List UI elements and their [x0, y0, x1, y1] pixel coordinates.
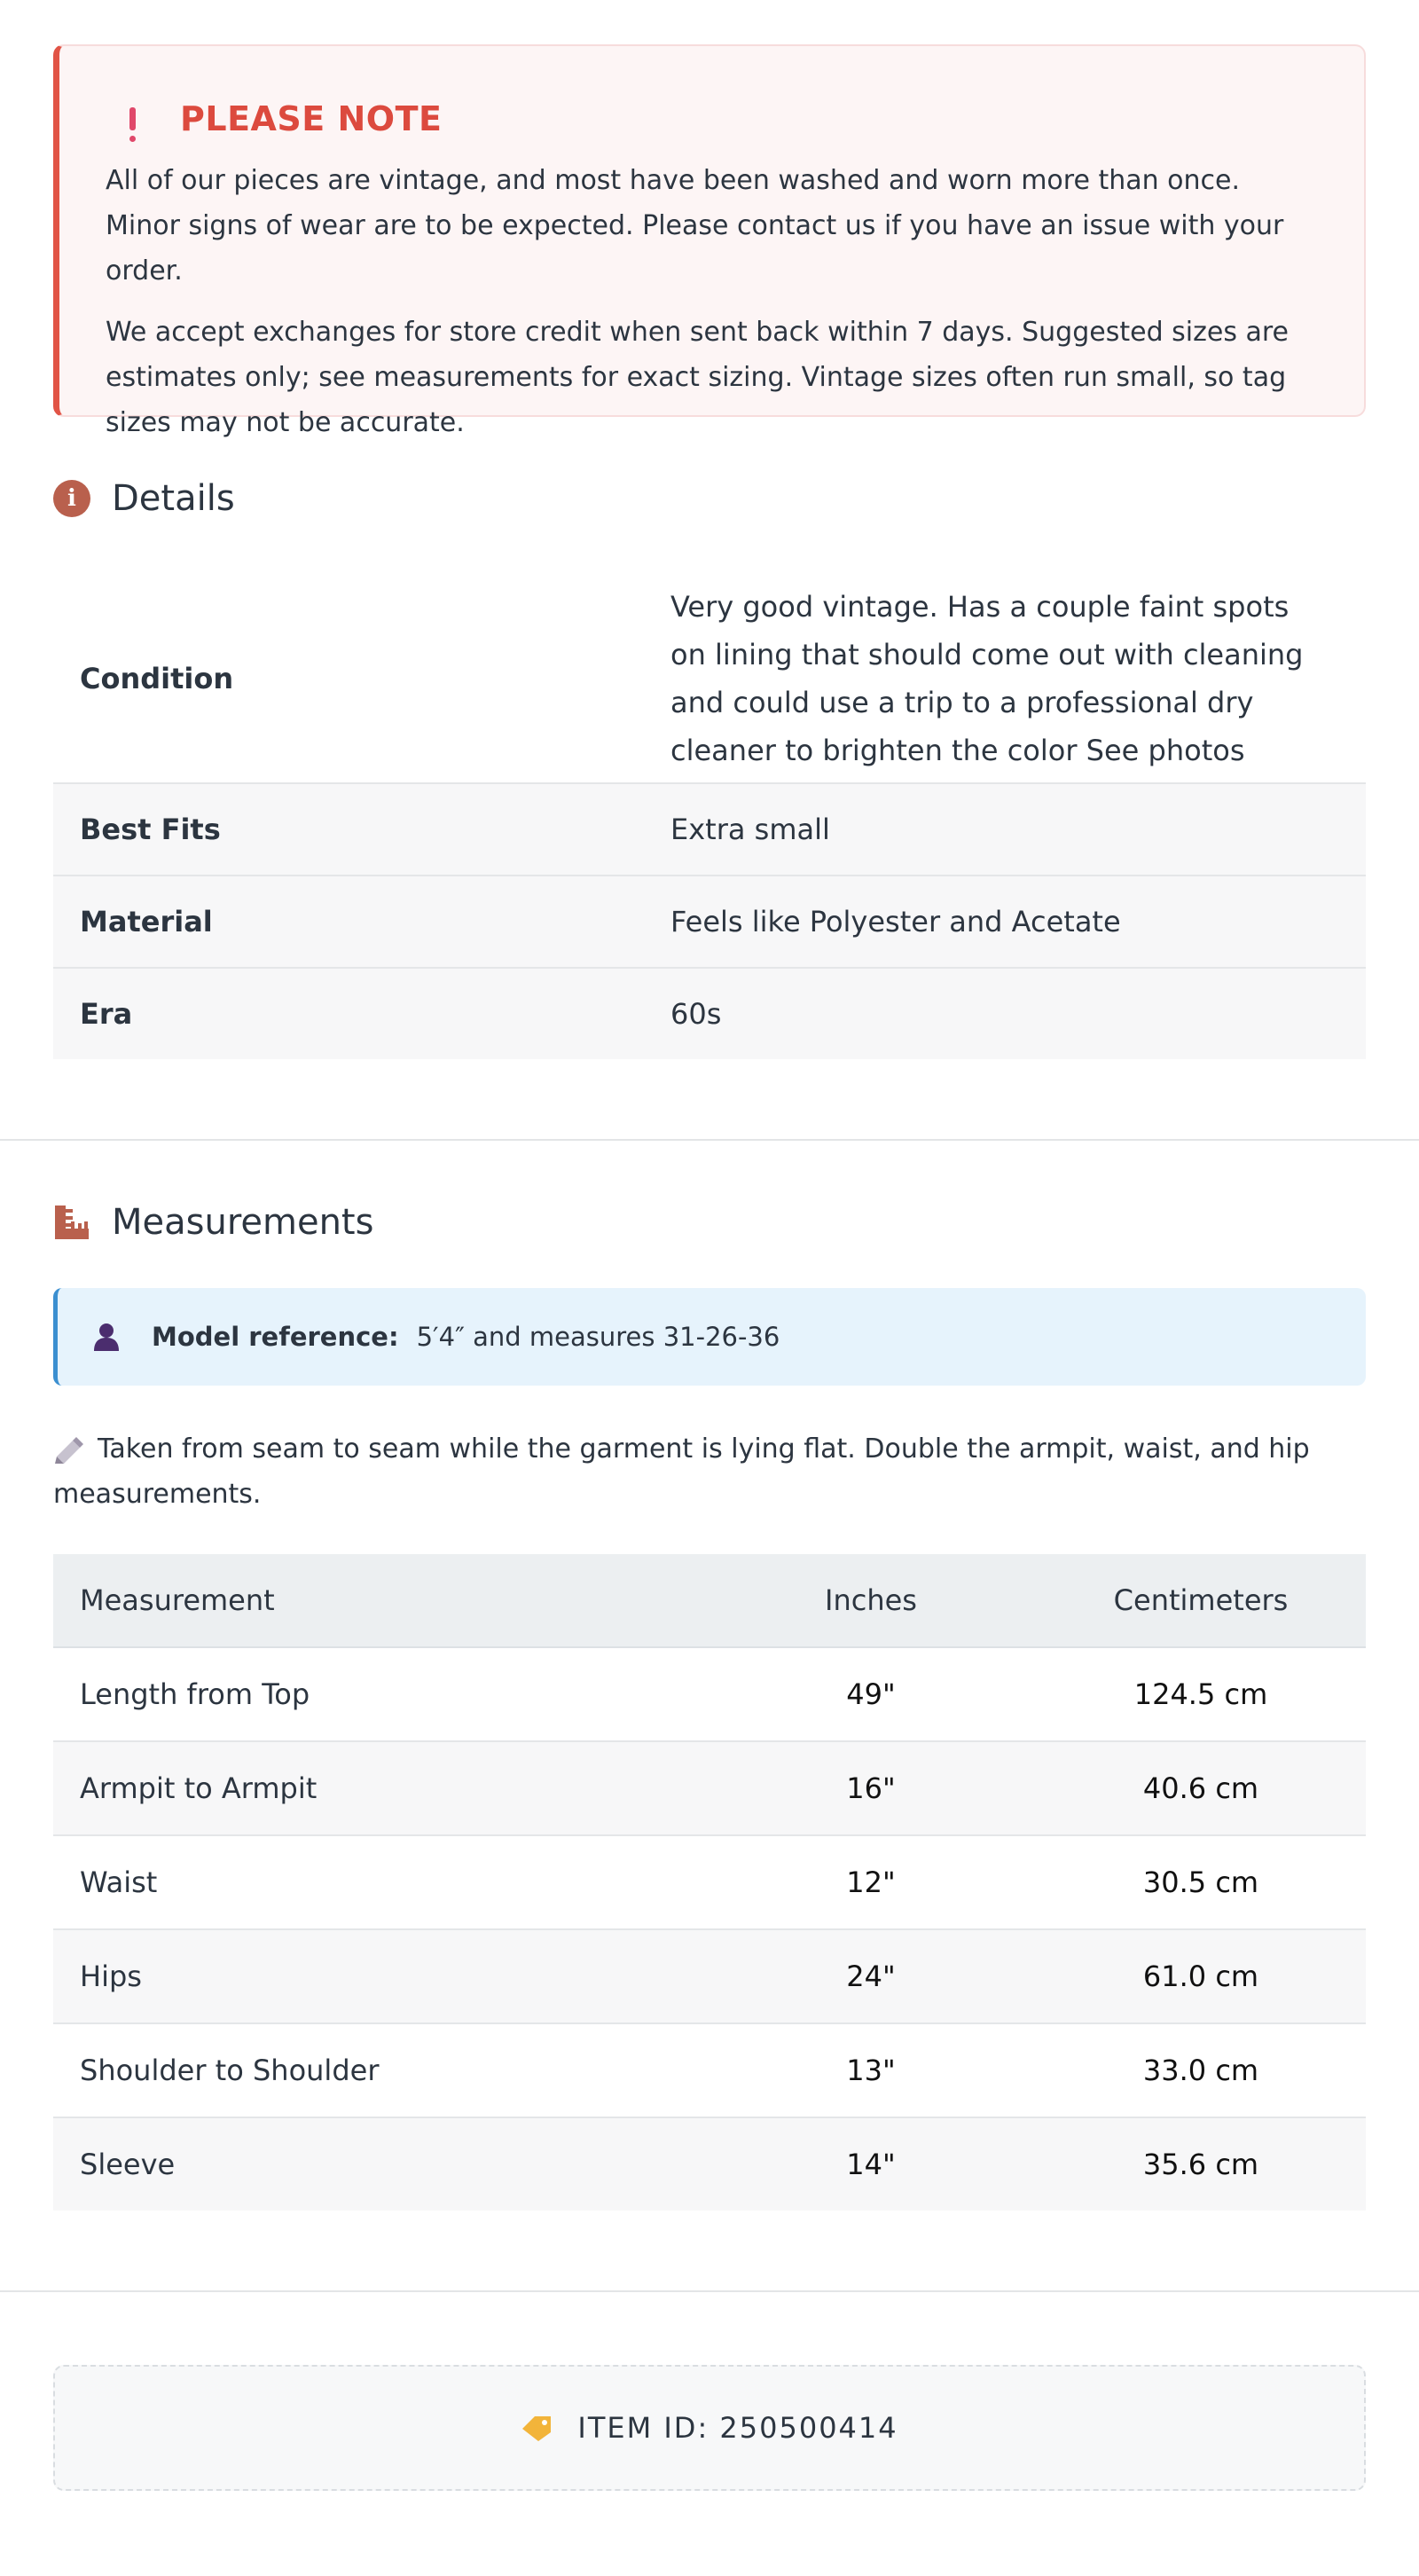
model-reference-value: 5′4″ and measures 31-26-36: [416, 1322, 780, 1352]
details-label: Condition: [53, 575, 644, 783]
details-header: [53, 472, 1366, 525]
table-row: [53, 1647, 1366, 1741]
details-label: Era: [53, 968, 644, 1059]
measurement-cm: 30.5 cm: [1036, 1835, 1366, 1929]
tag-icon: [521, 2415, 554, 2441]
details-table: [53, 575, 1366, 1059]
model-reference-label: Model reference:: [152, 1322, 399, 1352]
measurement-name: Armpit to Armpit: [53, 1741, 706, 1835]
details-label: Best Fits: [53, 783, 644, 876]
details-value: Extra small: [644, 783, 1366, 876]
details-row: [53, 876, 1366, 968]
measurement-inches: 12": [706, 1835, 1036, 1929]
measurement-name: Hips: [53, 1929, 706, 2023]
person-icon: [91, 1321, 122, 1353]
measurement-name: Waist: [53, 1835, 706, 1929]
details-row: [53, 575, 1366, 783]
measurement-inches: 16": [706, 1741, 1036, 1835]
measurement-cm: 124.5 cm: [1036, 1647, 1366, 1741]
table-row: [53, 1835, 1366, 1929]
measurement-cm: 40.6 cm: [1036, 1741, 1366, 1835]
details-value: Very good vintage. Has a couple faint spots on lining that should come out with cleaning and could use a trip to a professional dry cleaner to brighten the color See photos: [644, 575, 1366, 783]
measurement-name: Sleeve: [53, 2117, 706, 2211]
details-row: [53, 783, 1366, 876]
details-value: Feels like Polyester and Acetate: [644, 876, 1366, 968]
column-header-measurement: Measurement: [53, 1554, 706, 1647]
table-row: [53, 2117, 1366, 2211]
column-header-inches: Inches: [706, 1554, 1036, 1647]
note-paragraph: We accept exchanges for store credit when sent back within 7 days. Suggested sizes are estimates only; see measurements for exact sizing. Vintage sizes often run small, so tag sizes may not be accurate.: [106, 317, 1290, 438]
details-label: Material: [53, 876, 644, 968]
model-reference-box: [53, 1288, 1366, 1386]
measurement-inches: 24": [706, 1929, 1036, 2023]
table-header-row: [53, 1554, 1366, 1647]
details-row: [53, 968, 1366, 1059]
measurement-cm: 33.0 cm: [1036, 2023, 1366, 2117]
measurement-inches: 14": [706, 2117, 1036, 2211]
measurements-header: [53, 1196, 1366, 1249]
measurements-title: Measurements: [112, 1202, 374, 1243]
measurements-section: [53, 1141, 1366, 2211]
info-icon: i: [53, 480, 90, 517]
exclamation-icon: [116, 107, 148, 130]
measurement-cm: 61.0 cm: [1036, 1929, 1366, 2023]
note-title: PLEASE NOTE: [180, 99, 443, 138]
item-id-box: [53, 2365, 1366, 2491]
please-note-callout: [53, 44, 1366, 438]
measurement-name: Length from Top: [53, 1647, 706, 1741]
ruler-icon: [53, 1204, 90, 1241]
measurement-inches: 13": [706, 2023, 1036, 2117]
instructions-text: Taken from seam to seam while the garment is lying flat. Double the armpit, waist, and hip measurements.: [53, 1433, 1310, 1510]
table-row: [53, 1741, 1366, 1835]
column-header-centimeters: Centimeters: [1036, 1554, 1366, 1647]
measurements-table: [53, 1554, 1366, 2211]
pencil-icon: [53, 1437, 85, 1464]
item-id-text: ITEM ID: 250500414: [577, 2411, 898, 2445]
note-header: [106, 96, 1318, 142]
measurement-name: Shoulder to Shoulder: [53, 2023, 706, 2117]
measurement-inches: 49": [706, 1647, 1036, 1741]
measurement-instructions: [53, 1426, 1366, 1517]
measurement-cm: 35.6 cm: [1036, 2117, 1366, 2211]
details-title: Details: [112, 478, 235, 519]
table-row: [53, 1929, 1366, 2023]
details-value: 60s: [644, 968, 1366, 1059]
note-paragraph: All of our pieces are vintage, and most have been washed and worn more than once. Minor signs of wear are to be expected. Please contact us if you have an issue with your order.: [106, 165, 1284, 287]
table-row: [53, 2023, 1366, 2117]
